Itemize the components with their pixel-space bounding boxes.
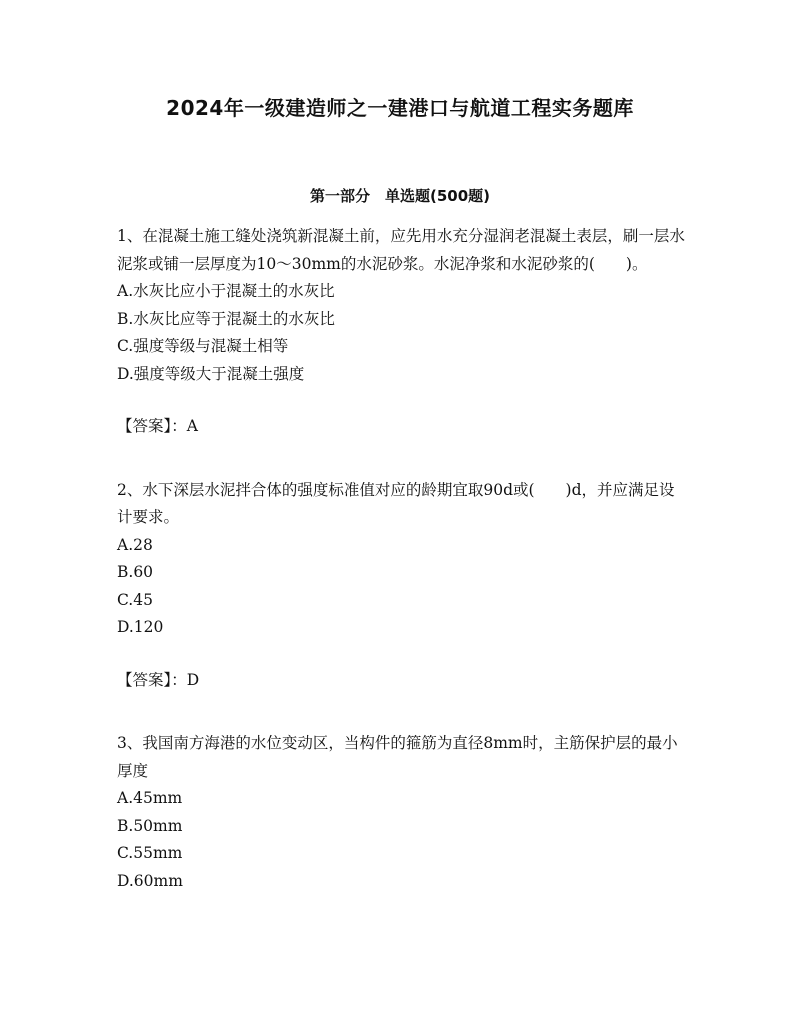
option-d: D.60mm xyxy=(117,871,183,890)
option-c: C.45 xyxy=(117,590,153,609)
section-title: 第一部分 单选题(500题) xyxy=(309,187,491,205)
question-list xyxy=(117,223,687,895)
question-text: 2、水下深层水泥拌合体的强度标准值对应的龄期宜取90d或( )d，并应满足设计要求。 xyxy=(117,480,675,526)
question-1 xyxy=(117,223,687,441)
question-2 xyxy=(117,477,687,695)
question-text: 1、在混凝土施工缝处浇筑新混凝土前，应先用水充分湿润老混凝土表层，刷一层水泥浆或铺一层厚度为10～30mm的水泥砂浆。水泥净浆和水泥砂浆的( )。 xyxy=(117,227,685,273)
question-3 xyxy=(117,730,687,895)
document-title: 2024年一级建造师之一建港口与航道工程实务题库 xyxy=(166,96,634,120)
option-c: C.55mm xyxy=(117,844,183,862)
option-a: A.水灰比应小于混凝土的水灰比 xyxy=(117,282,335,300)
option-b: B.60 xyxy=(117,563,154,581)
answer-line: 【答案】：D xyxy=(117,670,200,689)
question-text: 3、我国南方海港的水位变动区，当构件的箍筋为直径8mm时，主筋保护层的最小厚度 xyxy=(117,734,678,780)
option-a: A.45mm xyxy=(117,789,183,807)
option-a: A.28 xyxy=(117,535,153,554)
option-d: D.120 xyxy=(117,618,164,636)
option-c: C.强度等级与混凝土相等 xyxy=(117,337,289,355)
option-b: B.50mm xyxy=(117,816,183,835)
answer-line: 【答案】：A xyxy=(117,417,198,435)
option-b: B.水灰比应等于混凝土的水灰比 xyxy=(117,309,335,328)
option-d: D.强度等级大于混凝土强度 xyxy=(117,364,305,383)
